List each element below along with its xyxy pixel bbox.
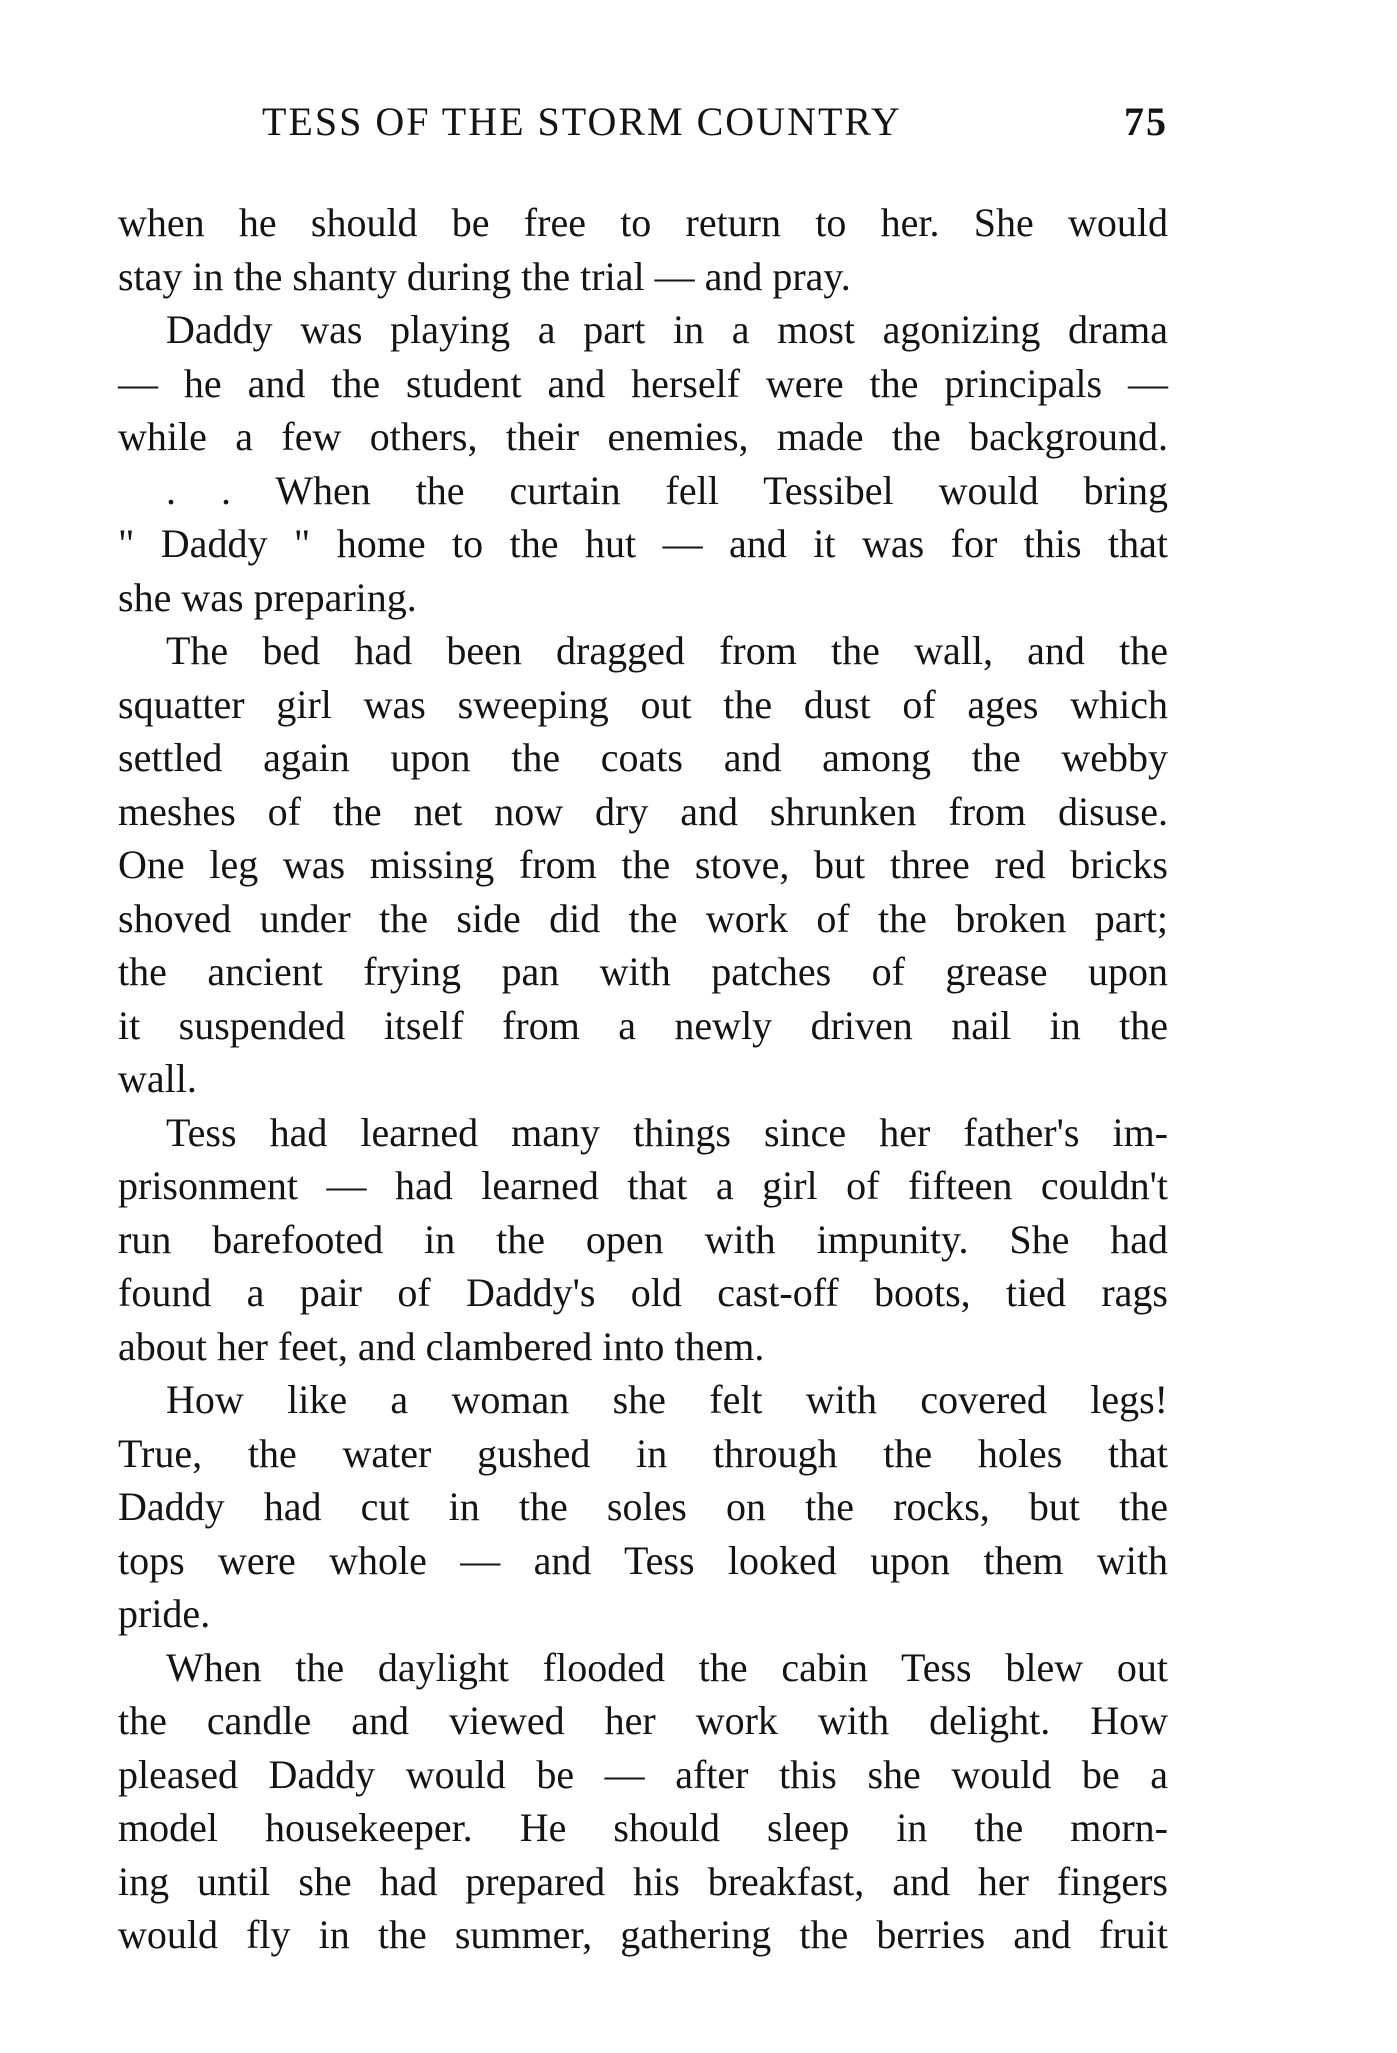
text-line: settled again upon the coats and among the webby xyxy=(118,735,1168,780)
paragraph xyxy=(118,303,1168,624)
text-line: it suspended itself from a newly driven nail in the xyxy=(118,1002,1168,1048)
text-line: One leg was missing from the stove, but three red bricks xyxy=(118,842,1168,887)
text-line: prisonment — had learned that a girl of fifteen couldn't xyxy=(118,1163,1168,1208)
text-line: shoved under the side did the work of the broken part; xyxy=(118,895,1168,941)
paragraph xyxy=(118,1106,1168,1374)
paragraph xyxy=(118,1373,1168,1641)
running-title: TESS OF THE STORM COUNTRY xyxy=(262,99,902,144)
text-line: Tess had learned many things since her father's im- xyxy=(166,1109,1168,1155)
paragraph xyxy=(118,1641,1168,1962)
text-line: while a few others, their enemies, made the background. xyxy=(118,414,1168,459)
text-line: when he should be free to return to her. She would xyxy=(118,200,1168,245)
text-line: the candle and viewed her work with delight. How xyxy=(118,1698,1168,1743)
text-line: model housekeeper. He should sleep in the morn- xyxy=(118,1805,1168,1850)
text-line: tops were whole — and Tess looked upon them with xyxy=(118,1537,1168,1583)
text-line: . . When the curtain fell Tessibel would bring xyxy=(166,467,1168,513)
text-line: True, the water gushed in through the holes that xyxy=(118,1430,1168,1476)
text-line: When the daylight flooded the cabin Tess blew out xyxy=(166,1644,1168,1690)
text-line: run barefooted in the open with impunity. She had xyxy=(118,1216,1168,1262)
text-line: Daddy was playing a part in a most agonizing drama xyxy=(166,307,1168,352)
text-line: How like a woman she felt with covered legs! xyxy=(166,1377,1168,1422)
text-line: pleased Daddy would be — after this she would be a xyxy=(118,1751,1168,1797)
text-line: squatter girl was sweeping out the dust of ages which xyxy=(118,681,1168,727)
text-line: she was preparing. xyxy=(118,574,417,620)
text-line: stay in the shanty during the trial — and pray. xyxy=(118,253,851,299)
text-line: " Daddy " home to the hut — and it was for this that xyxy=(118,521,1168,566)
body-text xyxy=(118,196,1168,1962)
text-line: the ancient frying pan with patches of grease upon xyxy=(118,949,1168,994)
paragraph xyxy=(118,624,1168,1106)
text-line: meshes of the net now dry and shrunken from disuse. xyxy=(118,788,1168,834)
text-line: Daddy had cut in the soles on the rocks, but the xyxy=(118,1484,1168,1529)
page-number: 75 xyxy=(1124,99,1168,144)
text-line: The bed had been dragged from the wall, and the xyxy=(166,628,1168,673)
running-header xyxy=(262,98,1168,148)
text-line: — he and the student and herself were the principals — xyxy=(118,360,1168,406)
paragraph xyxy=(118,196,1168,303)
text-line: pride. xyxy=(118,1591,211,1636)
text-line: found a pair of Daddy's old cast-off boots, tied rags xyxy=(118,1270,1168,1315)
text-line: would fly in the summer, gathering the berries and fruit xyxy=(118,1912,1168,1957)
text-line: about her feet, and clambered into them. xyxy=(118,1323,765,1369)
text-line: wall. xyxy=(118,1056,197,1101)
text-line: ing until she had prepared his breakfast, and her fingers xyxy=(118,1858,1168,1904)
